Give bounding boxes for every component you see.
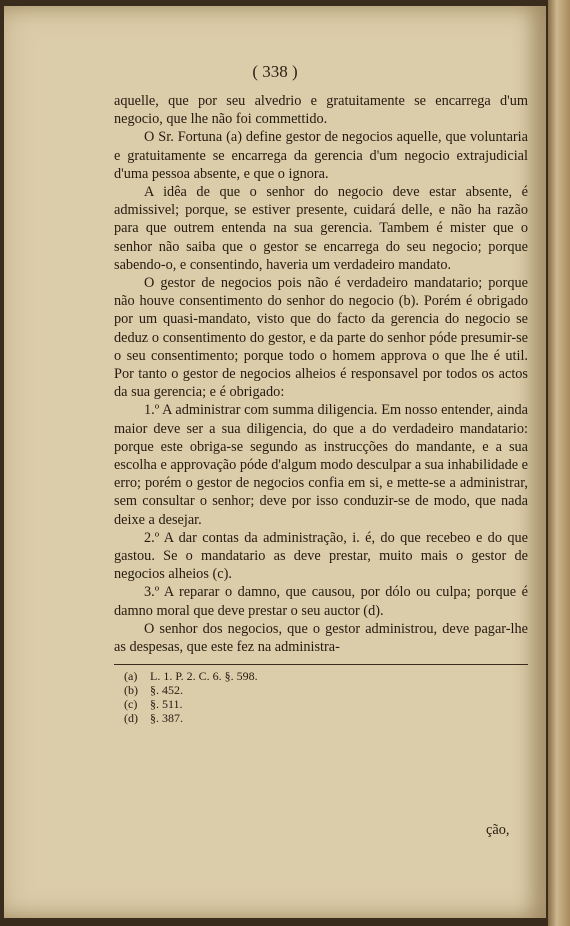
footnote-mark: (d) <box>124 711 138 726</box>
paragraph: aquelle, que por seu alvedrio e gratuitamente se encarrega d'um negocio, que lhe não foi commettido. <box>114 93 528 128</box>
paragraph: 2.º A dar contas da administração, i. é, do que recebeo e do que gastou. Se o mandatario as deve prestar, muito mais o gestor de negocios alheios (c). <box>114 529 528 583</box>
footnote-mark: (a) <box>124 669 138 684</box>
footnote-text: L. 1. P. 2. C. 6. §. 598. <box>150 669 258 684</box>
footnote-mark: (b) <box>124 683 138 698</box>
paragraph: O senhor dos negocios, que o gestor administrou, deve pagar-lhe as despesas, que este fez na administra- <box>114 620 528 656</box>
footnote-text: §. 387. <box>150 711 183 726</box>
footnote-rule <box>114 664 528 665</box>
page-number: ( 338 ) <box>252 62 298 81</box>
footnote-text: §. 452. <box>150 683 183 698</box>
body-text <box>114 92 528 656</box>
paragraph: O gestor de negocios pois não é verdadeiro mandatario; porque não houve consentimento do senhor do negocio (b). Porém é obrigado por um quasi-mandato, visto que do facto da gerencia do negocio se deduz o consentimento do gestor, e da parte do senhor póde presumir-se o seu consentimento; porque todo o homem approva o que lhe é util. Por tanto o gestor de negocios alheios é responsavel por todos os actos da sua gerencia; e é obrigado: <box>114 275 528 401</box>
footnote-text: §. 511. <box>150 697 183 712</box>
footnotes <box>114 669 528 725</box>
footnote <box>114 711 528 725</box>
footnote <box>114 669 528 683</box>
paragraph: A idêa de que o senhor do negocio deve estar absente, é admissivel; porque, se estiver presente, cuidará delle, e não ha razão para que outrem entenda na sua gerencia. Tambem é mister que o senhor não saiba que o gestor se encarrega do seu negocio; porque sabendo-o, e consentindo, haveria um verdadeiro mandato. <box>114 184 528 273</box>
footnote <box>114 697 528 711</box>
paragraph: 1.º A administrar com summa diligencia. Em nosso entender, ainda maior deve ser a sua diligencia, do que a do verdadeiro mandatario: porque este obriga-se segundo as instrucções do mandante, e a sua escolha e approvação póde d'algum modo desculpar a sua inhabilidade e erro; porém o gestor de negocios confia em si, e mette-se a administrar, sem consultar o senhor; deve por isso conduzir-se de modo, que nada deixe a desejar. <box>114 402 528 528</box>
catchword: ção, <box>486 822 510 838</box>
page-body <box>114 92 528 725</box>
footnote <box>114 683 528 697</box>
footnote-mark: (c) <box>124 697 138 712</box>
paragraph: 3.º A reparar o damno, que causou, por dólo ou culpa; porque é damno moral que deve prestar o seu auctor (d). <box>114 584 528 619</box>
book-edge <box>548 0 570 926</box>
paragraph: O Sr. Fortuna (a) define gestor de negocios aquelle, que voluntaria e gratuitamente se encarrega da gerencia d'um negocio extrajudicial d'uma pessoa absente, e que o ignora. <box>114 129 528 182</box>
